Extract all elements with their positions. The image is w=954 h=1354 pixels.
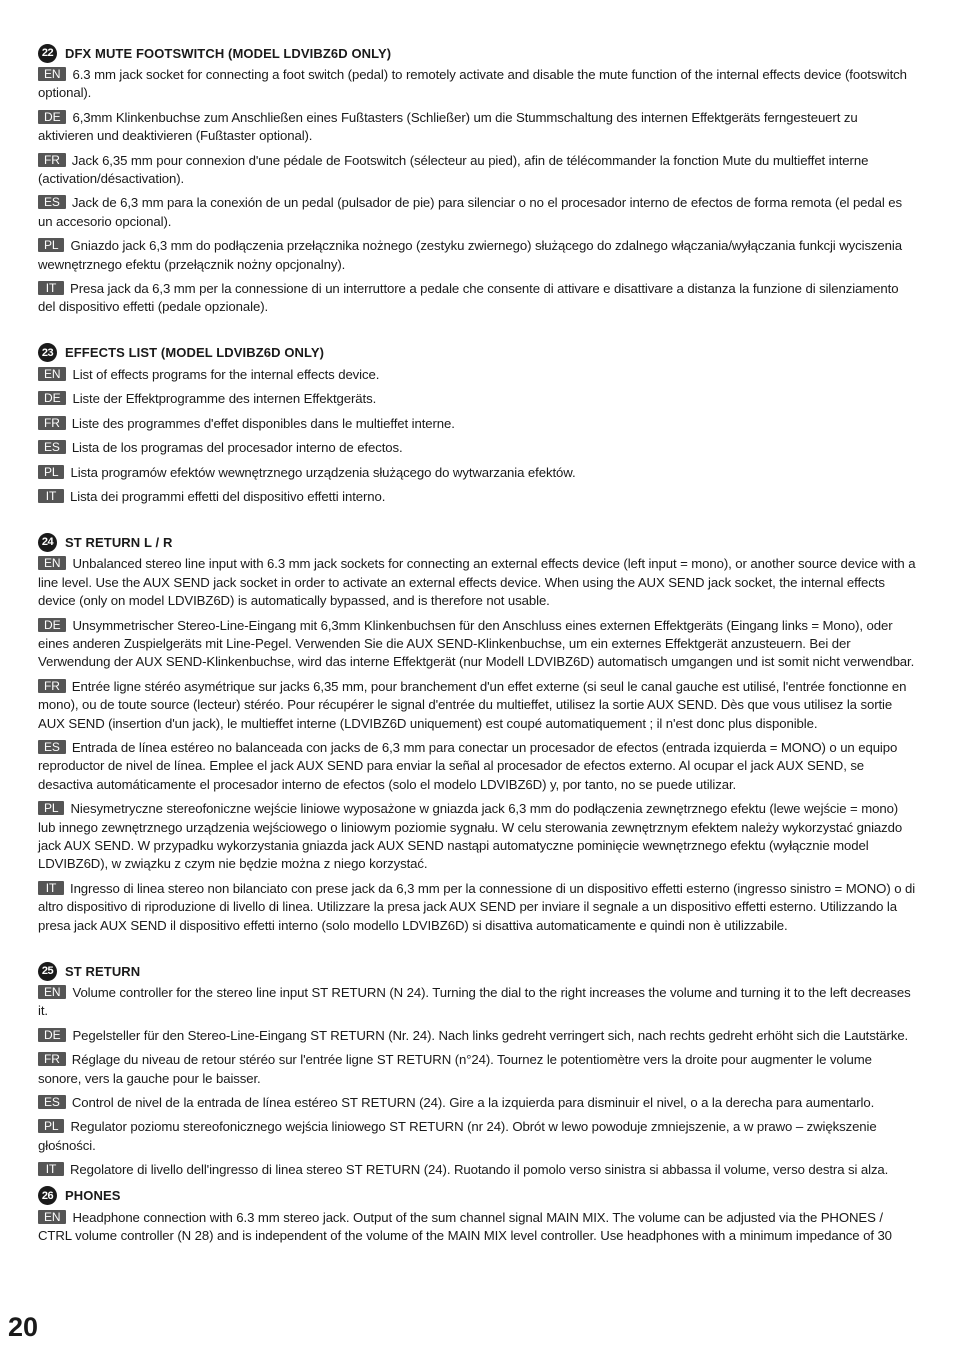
section-number-badge: 25 [38, 962, 57, 981]
section-title: ST RETURN [65, 963, 141, 979]
section-heading [38, 43, 916, 63]
paragraph-fr [38, 415, 916, 433]
paragraph-it [38, 280, 916, 317]
paragraph-text: Presa jack da 6,3 mm per la connessione di un interruttore a pedale che consente di attivare e disattivare a distanza la funzione di silenziamento del dispositivo effetti (pedale opzionale). [38, 281, 899, 315]
paragraph-text: Unsymmetrischer Stereo-Line-Eingang mit 6,3mm Klinkenbuchsen für den Anschluss eines externen Effektgeräts (Eingang links = Mono), oder eines anderen Zuspielgeräts mit Line-Pegel. Verwenden Sie die AUX SEND-Klinkenbuchse, um ein externes Effektgerät anzusteuern. Bei der Verwendung der AUX SEND-Klinkenbuchse, wird das interne Effektgerät (nur Modell LDVIBZ6D) automatisch umgangen und ist somit nicht verwendbar. [38, 617, 915, 670]
paragraph-pl [38, 237, 916, 274]
paragraph-text: Lista de los programas del procesador interno de efectos. [71, 440, 403, 456]
language-tag: DE [38, 618, 66, 632]
language-tag: ES [38, 1095, 66, 1109]
section-st-return [38, 961, 916, 1180]
section-heading [38, 1186, 916, 1206]
section-heading [38, 343, 916, 363]
section-heading [38, 961, 916, 981]
paragraph-es [38, 439, 916, 457]
paragraph-de [38, 390, 916, 408]
section-title: EFFECTS LIST (MODEL LDVIBZ6D ONLY) [65, 345, 325, 361]
paragraph-es [38, 739, 916, 794]
page-number: 20 [8, 1312, 39, 1342]
paragraph-text: Pegelsteller für den Stereo-Line-Eingang ST RETURN (Nr. 24). Nach links gedreht verringert sich, nach rechts gedreht erhöht sich die Lautstärke. [72, 1027, 909, 1043]
paragraph-pl [38, 800, 916, 874]
language-tag: FR [38, 1052, 66, 1066]
paragraph-text: 6,3mm Klinkenbuchse zum Anschließen eines Fußtasters (Schließer) um die Stummschaltung des internen Effektgeräts ferngesteuert zu aktivieren und deaktivieren (Fußtaster optional). [38, 109, 858, 144]
language-tag: EN [38, 67, 66, 81]
section-st-return-lr [38, 532, 916, 935]
paragraph-it [38, 880, 916, 935]
paragraph-en [38, 66, 916, 103]
paragraph-de [38, 617, 916, 672]
language-tag: FR [38, 416, 66, 430]
paragraph-text: Unbalanced stereo line input with 6.3 mm jack sockets for connecting an external effects device (left input = mono), or another source device with a line level. Use the AUX SEND jack socket in order to activate an external effects device. When using the AUX SEND jack socket, the internal effects device (only on model LDVIBZ6D) is automatically bypassed, and is therefore not usable. [38, 556, 916, 609]
section-phones [38, 1186, 916, 1246]
paragraph-en [38, 366, 916, 384]
language-tag: IT [38, 1162, 64, 1176]
paragraph-pl [38, 1118, 916, 1155]
paragraph-es [38, 194, 916, 231]
paragraph-text: Lista programów efektów wewnętrznego urządzenia służącego do wytwarzania efektów. [70, 464, 576, 480]
section-effects-list [38, 343, 916, 506]
language-tag: EN [38, 556, 66, 570]
language-tag: EN [38, 367, 66, 381]
paragraph-it [38, 488, 916, 506]
paragraph-text: 6.3 mm jack socket for connecting a foot switch (pedal) to remotely activate and disable the mute function of the internal effects device (footswitch optional). [38, 67, 907, 101]
paragraph-text: Control de nivel de la entrada de línea estéreo ST RETURN (24). Gire a la izquierda para disminuir el nivel, o a la derecha para aumentarlo. [71, 1095, 875, 1111]
paragraph-it [38, 1161, 916, 1179]
paragraph-pl [38, 464, 916, 482]
language-tag: FR [38, 153, 66, 167]
language-tag: PL [38, 238, 64, 252]
language-tag: EN [38, 1210, 66, 1224]
paragraph-fr [38, 678, 916, 733]
paragraph-text: Entrada de línea estéreo no balanceada con jacks de 6,3 mm para conectar un procesador de efectos (entrada izquierda = MONO) o un equipo reproductor de nivel de línea. Emplee el jack AUX SEND para enviar la señal al procesador de efectos externo. Al ocupar el jack AUX SEND, se desactiva automáticamente el procesador interno de efectos (solo el modelo LDVIBZ6D) y, por tanto, no se puede utilizar. [38, 739, 898, 792]
paragraph-fr [38, 152, 916, 189]
paragraph-text: Liste der Effektprogramme des internen Effektgeräts. [72, 391, 377, 407]
section-number-badge: 23 [38, 343, 57, 362]
section-heading [38, 532, 916, 552]
paragraph-de [38, 1027, 916, 1045]
paragraph-en [38, 555, 916, 610]
language-tag: FR [38, 679, 66, 693]
paragraph-text: Regulator poziomu stereofonicznego wejścia liniowego ST RETURN (nr 24). Obrót w lewo powoduje zmniejszenie, a w prawo – zwiększenie głośności. [38, 1119, 877, 1153]
section-number-badge: 22 [38, 44, 57, 63]
language-tag: IT [38, 281, 64, 295]
paragraph-text: Réglage du niveau de retour stéréo sur l'entrée ligne ST RETURN (n°24). Tournez le potentiomètre vers la droite pour augmenter le volume sonore, vers la gauche pour le baisser. [38, 1052, 872, 1086]
paragraph-text: Regolatore di livello dell'ingresso di linea stereo ST RETURN (24). Ruotando il pomolo verso sinistra si abbassa il volume, verso destra si alza. [70, 1162, 889, 1178]
language-tag: PL [38, 1119, 64, 1133]
language-tag: DE [38, 110, 66, 124]
paragraph-text: Jack de 6,3 mm para la conexión de un pedal (pulsador de pie) para silenciar o no el procesador interno de efectos de forma remota (el pedal es un accesorio opcional). [38, 195, 903, 229]
paragraph-de [38, 109, 916, 146]
section-number-badge: 24 [38, 533, 57, 552]
paragraph-text: Headphone connection with 6.3 mm stereo jack. Output of the sum channel signal MAIN MIX. The volume can be adjusted via the PHONES / CTRL volume controller (N 28) and is independent of the volume of the MAIN MIX level controller. Use headphones with a minimum impedance of 30 [38, 1209, 892, 1244]
section-title: DFX MUTE FOOTSWITCH (MODEL LDVIBZ6D ONLY) [65, 45, 392, 61]
paragraph-text: Lista dei programmi effetti del dispositivo effetti interno. [70, 488, 386, 504]
section-number-badge: 26 [38, 1186, 57, 1205]
paragraph-text: Entrée ligne stéréo asymétrique sur jacks 6,35 mm, pour branchement d'un effet externe (si seul le canal gauche est utilisé, l'entrée fonctionne en mono), ou de toute source (lecteur) stéréo. Pour récupérer le signal d'entrée du multieffet, utilisez la sortie AUX SEND. Dès que vous utilisez la sortie AUX SEND (insertion d'un jack), le multieffet interne (LDVIBZ6D uniquement) est coupé automatiquement ; il n'est donc plus disponible. [38, 678, 907, 731]
section-title: ST RETURN L / R [65, 534, 173, 550]
language-tag: ES [38, 195, 66, 209]
language-tag: PL [38, 465, 64, 479]
language-tag: DE [38, 1028, 66, 1042]
language-tag: ES [38, 440, 66, 454]
paragraph-text: Niesymetryczne stereofoniczne wejście liniowe wyposażone w gniazda jack 6,3 mm do podłączenia zewnętrznego efektu (lewe wejście = mono) lub innego zewnętrznego urządzenia wejściowego o liniowym poziomie sygnału. W celu sterowania zewnętrznym efektem należy wykorzystać gniazdo jack AUX SEND. W przypadku wykorzystania gniazda jack AUX SEND nastąpi automatyczne pominięcie wewnętrznego efektu (wyłącznie model LDVIBZ6D), w związku z czym nie będzie można z niego korzystać. [38, 801, 903, 872]
language-tag: IT [38, 881, 64, 895]
language-tag: PL [38, 801, 64, 815]
section-dfx-mute-footswitch [38, 43, 916, 317]
paragraph-text: Liste des programmes d'effet disponibles dans le multieffet interne. [71, 415, 455, 431]
paragraph-text: Gniazdo jack 6,3 mm do podłączenia przełącznika nożnego (zestyku zwiernego) służącego do zdalnego włączania/wyłączania funkcji wyciszenia wewnętrznego efektu (przełącznik nożny opcjonalny). [38, 238, 902, 272]
manual-page-content [38, 43, 916, 1272]
paragraph-text: Ingresso di linea stereo non bilanciato con prese jack da 6,3 mm per la connessione di un dispositivo effetti esterno (ingresso sinistro = MONO) o di altro dispositivo di riproduzione di livello di linea. Utilizzare la presa jack AUX SEND per inviare il segnale a un dispositivo effetti esterno. Utilizzando la presa jack AUX SEND il dispositivo effetti interno (solo modello LDVIBZ6D) si disattiva automaticamente e quindi non è utilizzabile. [38, 880, 916, 933]
paragraph-text: Jack 6,35 mm pour connexion d'une pédale de Footswitch (sélecteur au pied), afin de télécommander la fonction Mute du multieffet interne (activation/désactivation). [38, 152, 869, 187]
paragraph-text: Volume controller for the stereo line input ST RETURN (N 24). Turning the dial to the right increases the volume and turning it to the left decreases it. [38, 985, 911, 1019]
paragraph-es [38, 1094, 916, 1112]
language-tag: EN [38, 985, 66, 999]
language-tag: ES [38, 740, 66, 754]
paragraph-en [38, 984, 916, 1021]
paragraph-text: List of effects programs for the internal effects device. [72, 366, 380, 382]
paragraph-fr [38, 1051, 916, 1088]
language-tag: DE [38, 391, 66, 405]
section-title: PHONES [65, 1188, 121, 1204]
language-tag: IT [38, 489, 64, 503]
paragraph-en [38, 1209, 916, 1246]
